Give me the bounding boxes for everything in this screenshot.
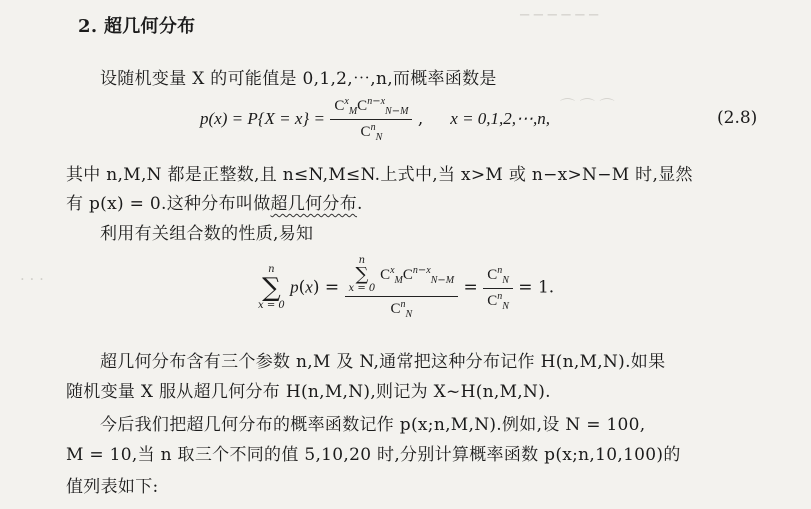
- term-hypergeometric: 超几何分布: [270, 194, 358, 214]
- paragraph-2-line-2: 有 p(x) = 0.这种分布叫做超几何分布.: [66, 194, 363, 214]
- paragraph-4-line-2: 随机变量 X 服从超几何分布 H(n,M,N),则记为 X~H(n,M,N).: [66, 382, 551, 402]
- equation-condition: x = 0,1,2,⋯,n,: [450, 109, 551, 128]
- paragraph-5-line-1: 今后我们把超几何分布的概率函数记作 p(x;n,M,N).例如,设 N = 100,: [100, 415, 646, 435]
- summation-equation: n ∑ x = 0 p(x) = n ∑ x = 0 $C^x_MC^{n-x}_{N-M}$ $C^n_N$ = $\frac{C^n_N}{C^n_N}$ = 1.: [258, 255, 555, 320]
- combination-fraction: $\frac{C^x_MC^{n-x}_{N-M}}{C^n_N}$: [330, 96, 412, 143]
- bleed-through-text: ─ ─ ─ ─ ─ ─: [520, 6, 599, 24]
- paragraph-5-line-3: 值列表如下:: [66, 477, 159, 497]
- sum-fraction: n ∑ x = 0 $C^x_MC^{n-x}_{N-M}$ $C^n_N$: [345, 256, 459, 320]
- paragraph-4-line-1: 超几何分布含有三个参数 n,M 及 N,通常把这种分布记作 H(n,M,N).如果: [100, 352, 666, 372]
- equation-lhs: p(x) = P{X = x} =: [200, 109, 325, 128]
- sum-symbol: n ∑ x = 0: [258, 264, 285, 311]
- equation-2-8: p(x) = P{X = x} = $\frac{C^x_MC^{n-x}_{N-M}}{C^n_N}$ , x = 0,1,2,⋯,n,: [200, 96, 551, 143]
- equation-number: (2.8): [717, 108, 758, 128]
- bleed-through-text: · · ·: [20, 270, 44, 288]
- paragraph-3: 利用有关组合数的性质,易知: [100, 224, 314, 244]
- bleed-through-text: ⌒ ⌒ ⌒: [560, 97, 615, 115]
- paragraph-2-line-1: 其中 n,M,N 都是正整数,且 n≤N,M≤N.上式中,当 x>M 或 n−x>N−M 时,显然: [66, 165, 693, 185]
- section-heading: 2. 超几何分布: [78, 16, 196, 37]
- paragraph-1: 设随机变量 X 的可能值是 0,1,2,⋯,n,而概率函数是: [100, 69, 497, 89]
- paragraph-5-line-2: M = 10,当 n 取三个不同的值 5,10,20 时,分别计算概率函数 p(x;n,10,100)的: [66, 445, 681, 465]
- ratio-fraction: $\frac{C^n_N}{C^n_N}$: [483, 265, 513, 312]
